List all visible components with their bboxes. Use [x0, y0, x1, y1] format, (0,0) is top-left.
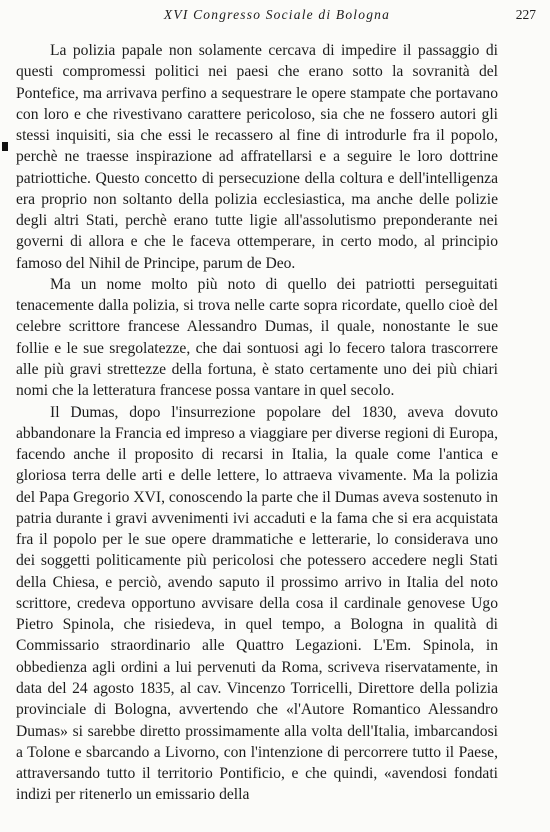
running-title: XVI Congresso Sociale di Bologna	[163, 7, 391, 22]
margin-mark	[2, 142, 8, 151]
paragraph: Il Dumas, dopo l'insurrezione popolare del 1830, aveva dovuto abbandonare la Francia ed impreso a viaggiare per diverse regioni di Europa, facendo anche il proposito di recarsi in Italia, la quale come l'antica e gloriosa terra delle arti e delle lettere, lo attraeva vivamente. Ma la polizia del Papa Gregorio XVI, conoscendo la parte che il Dumas aveva sostenuto in patria durante i gravi avvenimenti ivi accaduti e la fama che si era acquistata fra il popolo per le sue opere drammatiche e letterarie, lo considerava uno dei soggetti politicamente più pericolosi che potessero accedere negli Stati della Chiesa, e perciò, avendo saputo il prossimo arrivo in Italia del noto scrittore, credeva opportuno avvisare della cosa il cardinale genovese Ugo Pietro Spinola, che risiedeva, in quel tempo, a Bologna in qualità di Commissario straordinario alle Quattro Legazioni. L'Em. Spinola, in obbedienza agli ordini a lui pervenuti da Roma, scriveva riservatamente, in data del 24 agosto 1835, al cav. Vincenzo Torricelli, Direttore della polizia provinciale di Bologna, avvertendo che «l'Autore Romantico Alessandro Dumas» si sarebbe diretto prossimamente alla volta dell'Italia, imbarcandosi a Tolone e sbarcando a Livorno, con l'intenzione di percorrere tutto il Paese, attraversando tutto il territorio Pontificio, e che quindi, «avendosi fondati indizi per ritenerlo un emissario della	[16, 403, 498, 804]
running-head	[18, 6, 536, 24]
paragraph: La polizia papale non solamente cercava di impedire il passaggio di questi compromessi politici nei paesi che erano sotto la sovranità del Pontefice, ma arrivava perfino a sequestrare le opere stampate che portavano con loro e che rivestivano carattere pericoloso, sia che ne fossero autori gli stessi inquisiti, sia che essi le recassero al fine di introdurle fra il popolo, perchè ne traesse inspirazione ad affratellarsi e a seguire le loro dottrine patriottiche. Questo concetto di persecuzione della coltura e dell'intelligenza era proprio non soltanto della polizia ecclesiastica, ma anche delle polizie degli altri Stati, perchè erano tutte ligie all'assolutismo preponderante nei governi di allora e che le faceva ottemperare, in certo modo, al principio famoso del Nihil de Principe, parum de Deo.	[16, 42, 498, 272]
body-text	[16, 40, 498, 806]
page-number: 227	[515, 7, 536, 22]
paragraph: Ma un nome molto più noto di quello dei patriotti perseguitati tenacemente dalla polizia, si trova nelle carte sopra ricordate, quello cioè del celebre scrittore francese Alessandro Dumas, il quale, nonostante le sue follie e le sue sregolatezze, che dai sontuosi agi lo fecero talora trascorrere alle più gravi strettezze della fortuna, è stato certamente uno dei più chiari nomi che la letteratura francese possa vantare in quel secolo.	[16, 275, 498, 400]
